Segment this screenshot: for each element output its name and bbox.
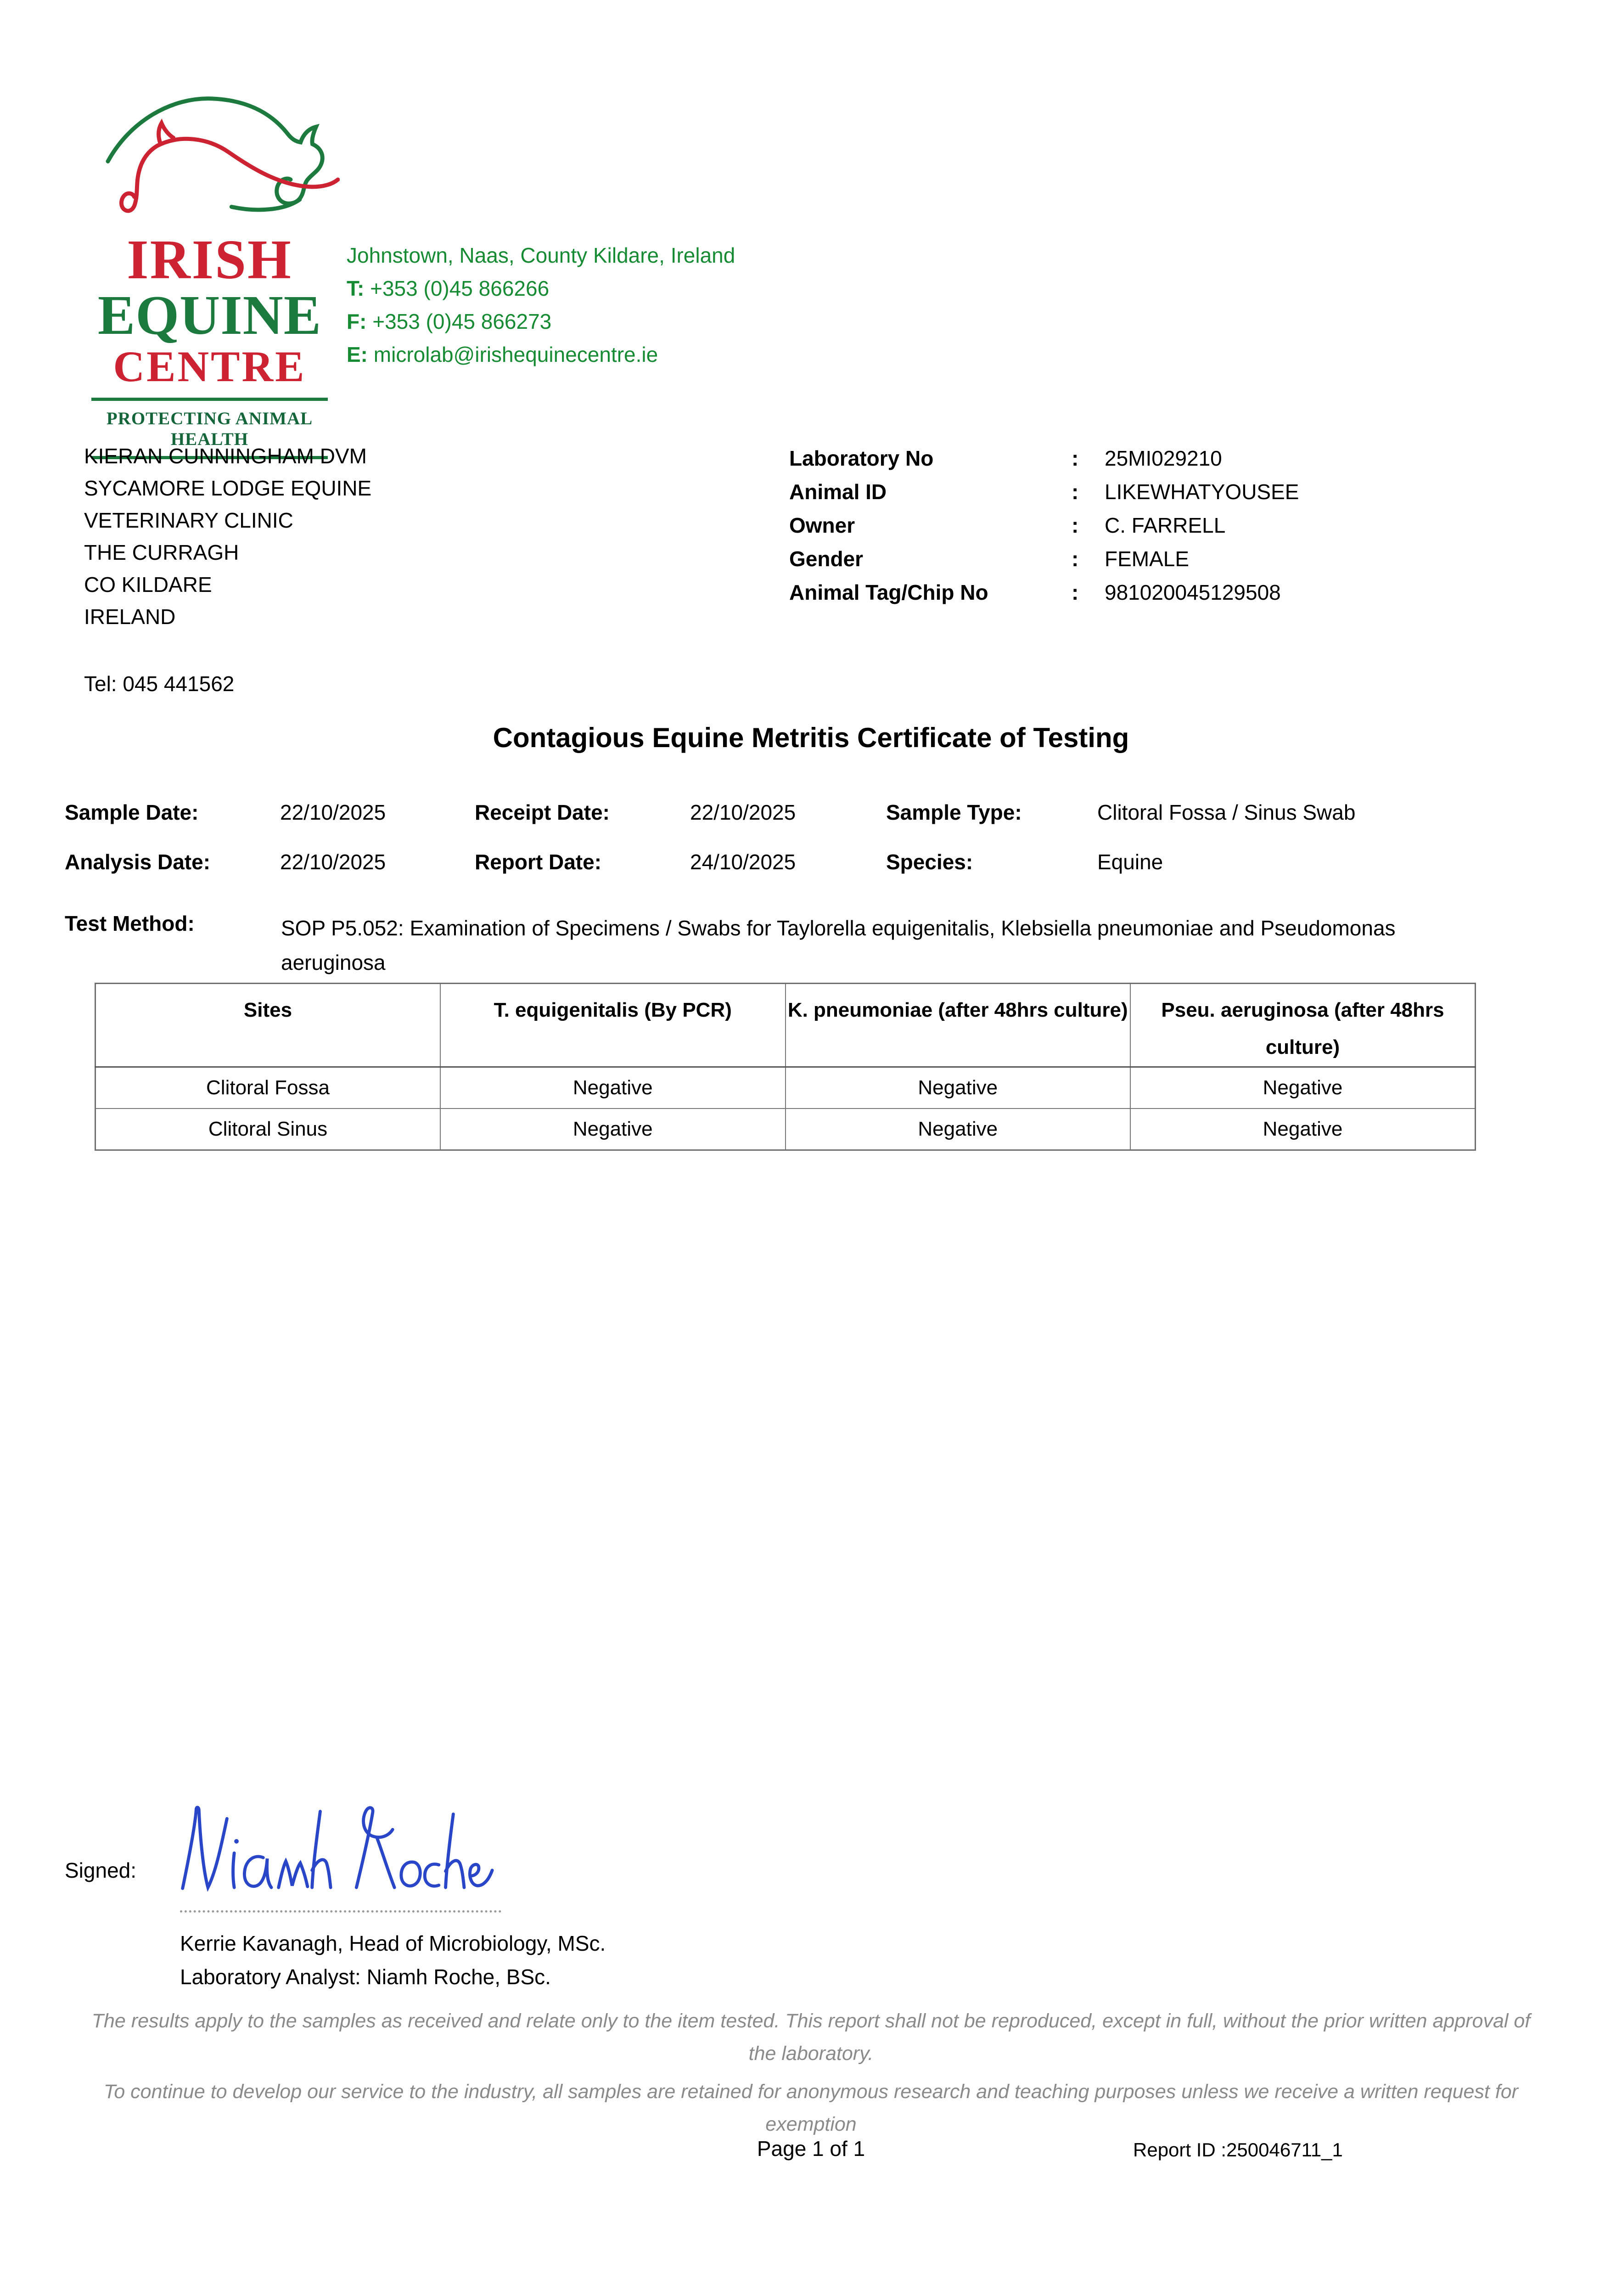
lab-info-value: 25MI029210 [1105,446,1222,470]
contact-fax [347,305,735,338]
logo-tagline: PROTECTING ANIMAL HEALTH [106,408,313,449]
signature-dotted-line [180,1891,501,1913]
recipient-phone: Tel: 045 441562 [84,672,235,696]
lab-info-block [789,442,1299,609]
contact-address: Johnstown, Naas, County Kildare, Ireland [347,243,735,267]
contact-tel-label: T: [347,276,365,300]
report-date-value: 24/10/2025 [690,850,796,874]
disclaimer-retention: To continue to develop our service to the industry, all samples are retained for anonymous research and teaching purposes unless we receive a written request for exemption [104,2081,1518,2135]
results-header-t-equigenitalis: T. equigenitalis (By PCR) [440,984,786,1067]
lab-info-label: Animal Tag/Chip No [789,580,988,604]
results-header-row [95,984,1476,1067]
lab-info-label: Gender [789,547,864,571]
table-row [95,1067,1476,1109]
lab-info-row [789,475,1299,509]
horse-logo-icon [103,90,340,226]
lab-info-colon: : [1072,580,1079,604]
results-header-pseu-aeruginosa: Pseu. aeruginosa (after 48hrs culture) [1130,984,1476,1067]
lab-info-row [789,442,1299,475]
lab-info-colon: : [1072,547,1079,571]
result-cell: Negative [1130,1067,1476,1109]
lab-info-value: 981020045129508 [1105,580,1281,604]
analysis-date-label: Analysis Date: [65,850,211,874]
lab-info-row [789,509,1299,542]
logo-line-irish: IRISH [127,229,292,291]
table-row [95,1109,1476,1150]
sample-type-value: Clitoral Fossa / Sinus Swab [1097,800,1356,824]
recipient-line: THE CURRAGH [84,540,239,564]
recipient-line: KIERAN CUNNINGHAM DVM [84,444,367,468]
sample-date-value: 22/10/2025 [280,800,386,824]
lab-info-label: Owner [789,513,855,537]
page-title: Contagious Equine Metritis Certificate of Testing [493,722,1129,753]
signature-niamh-roche [174,1802,496,1900]
recipient-line: VETERINARY CLINIC [84,508,293,532]
results-header-sites: Sites [95,984,441,1067]
results-table [95,983,1476,1151]
test-method-label: Test Method: [65,912,195,935]
lab-info-colon: : [1072,446,1079,470]
lab-info-value: LIKEWHATYOUSEE [1105,480,1299,504]
recipient-address [84,440,371,633]
recipient-line: CO KILDARE [84,573,212,597]
contact-tel [347,272,735,305]
signed-label: Signed: [65,1858,137,1882]
lab-info-colon: : [1072,480,1079,504]
logo-line-centre: CENTRE [113,342,306,391]
lab-info-row [789,576,1299,609]
receipt-date-label: Receipt Date: [475,800,610,824]
analysis-date-value: 22/10/2025 [280,850,386,874]
lab-info-value: C. FARRELL [1105,513,1226,537]
site-cell: Clitoral Sinus [95,1109,441,1150]
logo-line-equine: EQUINE [97,284,322,346]
signatory-head: Kerrie Kavanagh, Head of Microbiology, MSc. [180,1931,606,1955]
species-value: Equine [1097,850,1163,874]
report-id: Report ID :250046711_1 [1133,2139,1343,2161]
sample-date-label: Sample Date: [65,800,199,824]
contact-email-value: microlab@irishequinecentre.ie [373,343,658,366]
logo-wordmark [91,229,328,459]
logo-rule-top [91,398,328,401]
lab-info-row [789,542,1299,576]
result-cell: Negative [786,1067,1131,1109]
contact-email-label: E: [347,343,368,366]
result-cell: Negative [440,1109,786,1150]
test-method-value: SOP P5.052: Examination of Specimens / Swabs for Taylorella equigenitalis, Klebsiella pneumoniae and Pseudomonas aeruginosa [281,916,1396,974]
contact-fax-label: F: [347,310,367,333]
contact-tel-value: +353 (0)45 866266 [370,276,550,300]
page-number: Page 1 of 1 [757,2137,865,2161]
results-header-k-pneumoniae: K. pneumoniae (after 48hrs culture) [786,984,1131,1067]
disclaimer-results: The results apply to the samples as received and relate only to the item tested. This report shall not be reproduced, except in full, without the prior written approval of the laboratory. [91,2010,1531,2065]
species-label: Species: [886,850,973,874]
result-cell: Negative [1130,1109,1476,1150]
lab-info-value: FEMALE [1105,547,1190,571]
recipient-line: IRELAND [84,605,176,629]
signatory-analyst: Laboratory Analyst: Niamh Roche, BSc. [180,1965,551,1989]
contact-block [347,239,735,371]
lab-info-colon: : [1072,513,1079,537]
site-cell: Clitoral Fossa [95,1067,441,1109]
sample-type-label: Sample Type: [886,800,1022,824]
result-cell: Negative [786,1109,1131,1150]
contact-email [347,338,735,371]
lab-info-label: Animal ID [789,480,887,504]
report-date-label: Report Date: [475,850,602,874]
contact-fax-value: +353 (0)45 866273 [372,310,552,333]
receipt-date-value: 22/10/2025 [690,800,796,824]
result-cell: Negative [440,1067,786,1109]
lab-info-label: Laboratory No [789,446,934,470]
recipient-line: SYCAMORE LODGE EQUINE [84,476,372,500]
